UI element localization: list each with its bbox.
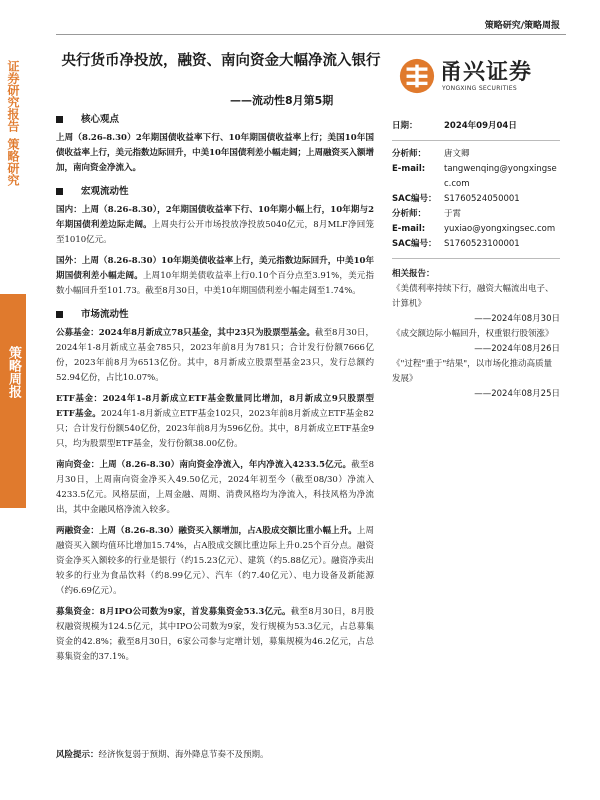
sac1-row: SAC编号： S1760524050001	[392, 194, 520, 204]
page-title: 央行货币净投放，融资、南向资金大幅净流入银行	[61, 53, 381, 69]
sidebar-top	[0, 60, 26, 220]
email2-row: E-mail: yuxiao@yongxingsec.com	[392, 224, 556, 234]
divider	[392, 140, 560, 141]
related-report-title[interactable]: 《"过程"重于"结果"，以市场化推动高质量发展》	[392, 359, 553, 384]
header-rule	[56, 34, 566, 35]
sac2-row: SAC编号： S1760523100001	[392, 239, 520, 249]
doc-type-label: 策略研究/策略周报	[484, 21, 560, 31]
square-bullet-icon	[56, 116, 63, 123]
related-report-title[interactable]: 《成交额边际小幅回升，权重银行股领涨》	[392, 329, 554, 339]
brand-name-en: YONGXING SECURITIES	[442, 85, 517, 92]
market-margin-para: 两融资金：上周（8.26-8.30）融资买入额增加，占A股成交额比重小幅上升。上周融资买入额均值环比增加15.74%，占A股成交额比重边际上升0.25个百分点。融资资金净买入额较多的行业是银行（约15.23亿元）、建筑（约5.88亿元）。融资净卖出较多的行业为食品饮料（约8.99亿元）、汽车（约7.40亿元）、电力设备及新能源（约6.69亿元）。	[56, 526, 374, 596]
main-content	[56, 108, 374, 671]
related-report-date: ——2024年08月30日	[474, 314, 560, 324]
core-text: 上周（8.26-8.30）2年期国债收益率下行、10年期国债收益率上行；美国10年国债收益率上行，美元指数边际回升，中美10年国债利差小幅走阔；上周融资买入额增加，南向资金净流入。	[56, 133, 374, 173]
macro-foreign-para: 国外：上周（8.26-8.30）10年期美债收益率上行，美元指数边际回升，中美10年期国债利差小幅走阔。上周10年期美债收益率上行0.10个百分点至3.91%，美元指数小幅回升至101.73。截至8月30日，中美10年期国债利差小幅走阔至1.74%。	[56, 256, 374, 296]
brand-name: 甬兴证券	[440, 60, 533, 85]
macro-domestic-para: 国内：上周（8.26-8.30），2年期国债收益率下行、10年期小幅上行，10年期与2年期国债利差边际走阔。上周央行公开市场投放净投放5040亿元，8月MLF净回笼至1010亿元。	[56, 205, 374, 245]
risk-warning: 风险提示：经济恢复弱于预期、海外降息节奏不及预期。	[56, 750, 269, 760]
market-etf-para: ETF基金：2024年1-8月新成立ETF基金数量同比增加，8月新成立9只股票型ETF基金。2024年1-8月新成立ETF基金102只，2023年前8月新成立ETF基金82只；合计发行份额540亿份，2023年前8月为596亿份。其中，8月新成立ETF基金9只，均为股票型ETF基金，发行份额38.00亿份。	[56, 394, 375, 449]
sidebar-report-label: 证券研究报告	[6, 60, 20, 132]
section-heading-market: 市场流动性	[56, 307, 374, 322]
sidebar-strategy-label: 策略研究	[6, 138, 20, 186]
related-report-date: ——2024年08月26日	[474, 344, 560, 354]
sidebar	[0, 0, 26, 800]
section-heading-core: 核心观点	[56, 112, 374, 127]
divider	[392, 258, 560, 259]
yongxing-logo-icon	[398, 57, 436, 95]
sidebar-block	[0, 294, 26, 508]
sidebar-weekly-label: 策略周报	[6, 346, 21, 398]
market-southbound-para: 南向资金：上周（8.26-8.30）南向资金净流入，年内净流入4233.5亿元。截至8月30日，上周南向资金净买入49.50亿元，2024年初至今（截至08/30）净流入4233.5亿元。风格层面，上周金融、周期、消费风格均为净流入，科技风格为净流出，其中金融风格净流入较多。	[56, 460, 374, 515]
related-reports-heading: 相关报告：	[392, 269, 435, 279]
analyst2-row: 分析师： 于霄	[392, 209, 462, 219]
square-bullet-icon	[56, 188, 63, 195]
date-row: 日期： 2024年09月04日	[392, 121, 517, 131]
brand-logo	[398, 55, 558, 99]
square-bullet-icon	[56, 311, 63, 318]
related-report-date: ——2024年08月25日	[474, 389, 560, 399]
related-report-title[interactable]: 《美债利率持续下行，融资大幅流出电子、计算机》	[392, 284, 554, 309]
email1-row: E-mail: tangwenqing@yongxingsec.com	[392, 164, 557, 189]
section-heading-macro: 宏观流动性	[56, 184, 374, 199]
analyst1-row: 分析师： 唐文卿	[392, 149, 470, 159]
market-ipo-para: 募集资金：8月IPO公司数为9家，首发募集资金53.3亿元。截至8月30日，8月股权融资规模为124.5亿元，其中IPO公司数为9家，发行规模为53.3亿元，占总募集资金的42.8%；截至8月30日，6家公司参与定增计划，募集规模为46.2亿元，占总募集资金的37.1%。	[56, 607, 374, 662]
meta-panel	[392, 119, 560, 402]
market-fund-para: 公募基金：2024年8月新成立78只基金，其中23只为股票型基金。截至8月30日，2024年1-8月新成立基金785只，2023年前8月为781只；合计发行份额7666亿份，2023年前8月为6513亿份。其中，8月新成立股票型基金23只，发行总额约52.94亿份，占比10.07%。	[56, 328, 374, 383]
page-subtitle: ——流动性8月第5期	[230, 94, 334, 107]
